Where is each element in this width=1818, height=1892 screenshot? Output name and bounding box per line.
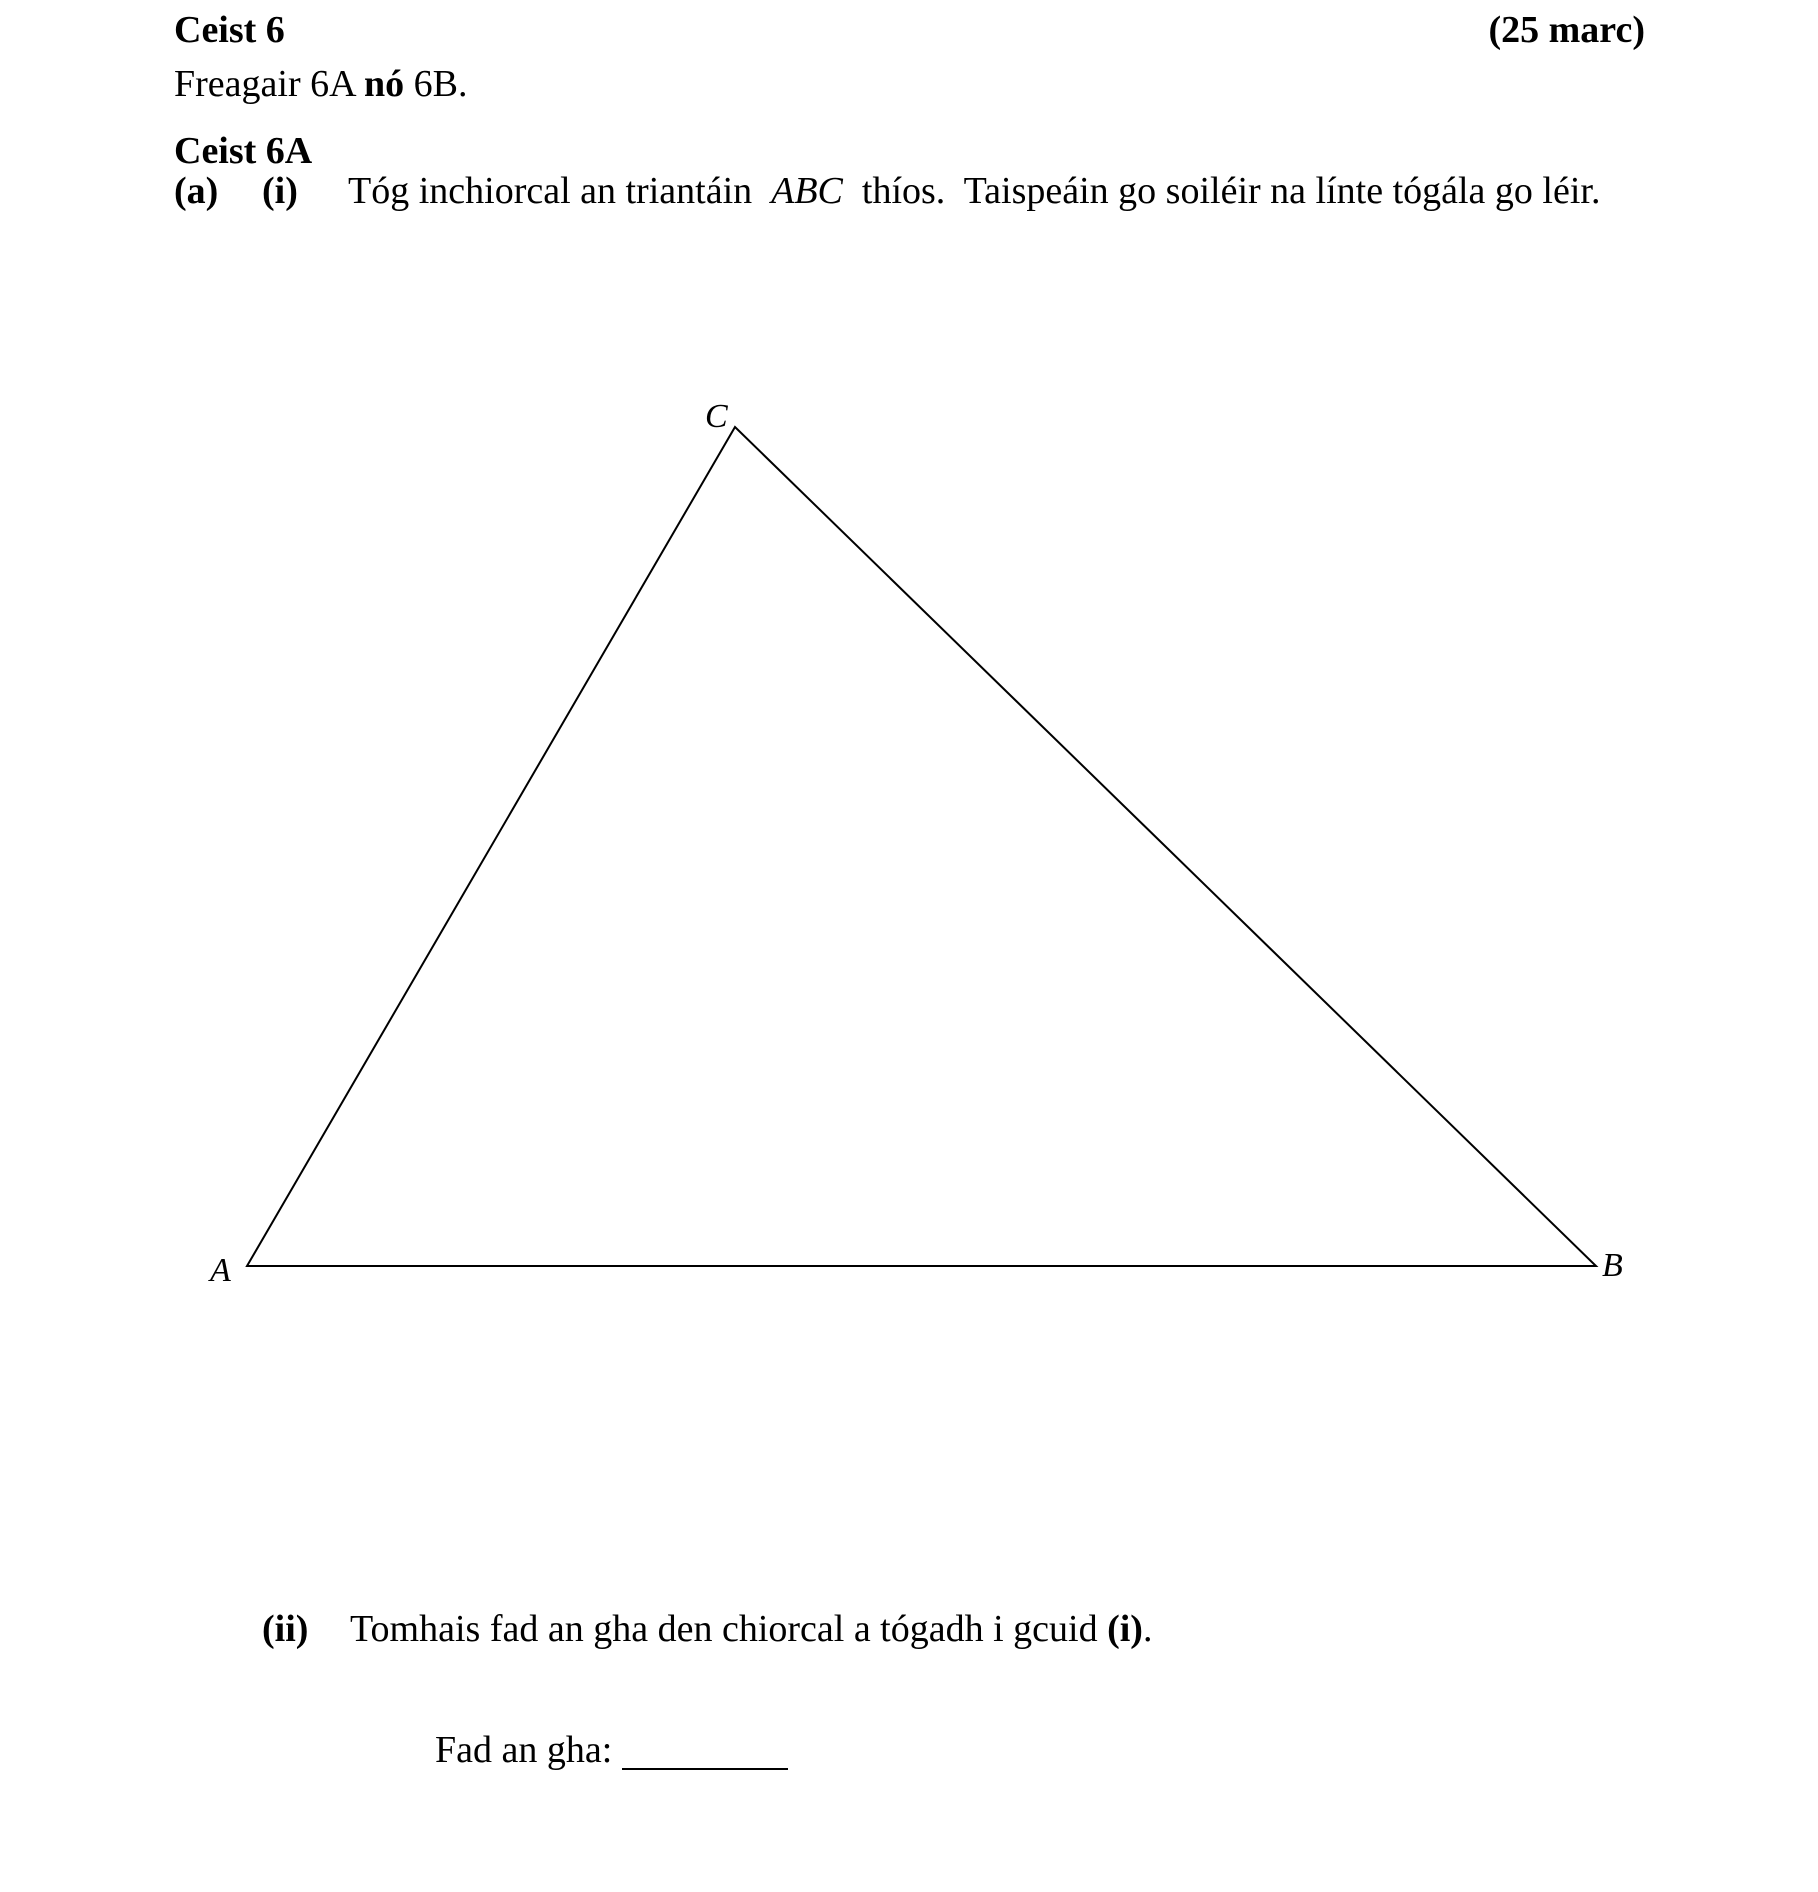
marks-label: (25 marc) <box>1488 9 1645 51</box>
radius-answer-field[interactable] <box>622 1740 788 1770</box>
part-title: Ceist 6A <box>174 130 313 172</box>
radius-answer-label: Fad an gha: <box>435 1729 613 1771</box>
instruction-suffix: 6B. <box>404 63 468 105</box>
question-title: Ceist 6 <box>174 9 285 51</box>
triangle-abc <box>247 427 1596 1266</box>
sub-ii-text-after: . <box>1142 1608 1153 1650</box>
instruction-prefix: Freagair 6A <box>174 63 364 105</box>
sub-i-label: (i) <box>262 170 298 212</box>
vertex-label-b: B <box>1602 1247 1623 1284</box>
vertex-label-c: C <box>705 398 728 435</box>
sub-ii-label: (ii) <box>262 1608 309 1650</box>
part-a-label: (a) <box>174 170 219 212</box>
sub-i-text-after: thíos. Taispeáin go soiléir na línte tógála go léir. <box>842 170 1601 212</box>
sub-ii-text-before: Tomhais fad an gha den chiorcal a tógadh i gcuid <box>350 1608 1108 1650</box>
sub-i-text-before: Tóg inchiorcal an triantáin <box>348 170 772 212</box>
triangle-name: ABC <box>771 170 843 212</box>
sub-ii-question <box>350 1610 1152 1648</box>
instruction-emphasis: nó <box>363 63 405 105</box>
sub-ii-ref: (i) <box>1107 1608 1143 1650</box>
vertex-label-a: A <box>210 1252 231 1289</box>
